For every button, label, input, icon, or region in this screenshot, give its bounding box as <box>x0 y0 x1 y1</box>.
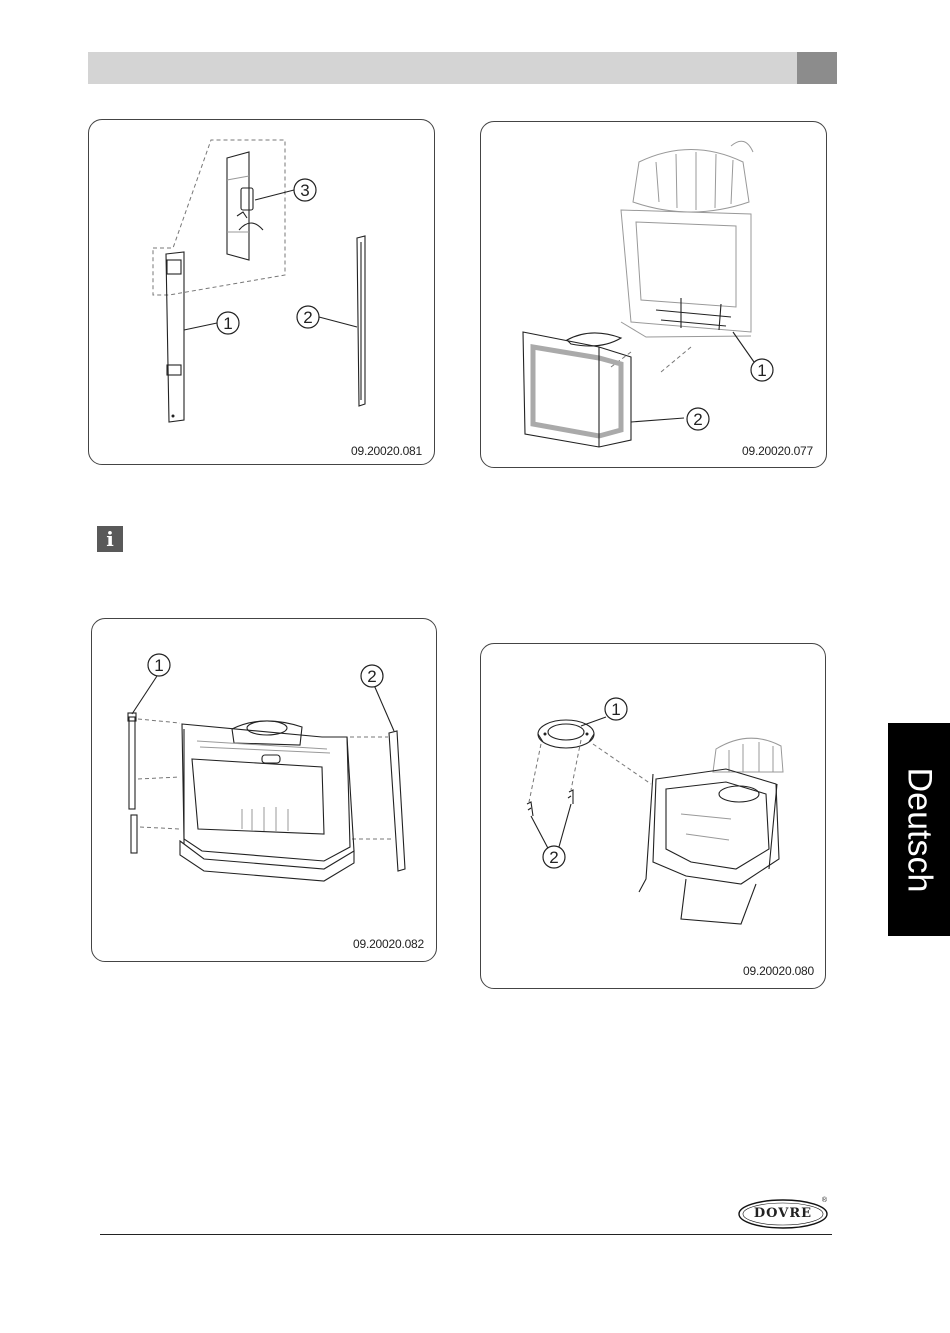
figure-4-callout-1: 1 <box>611 700 621 719</box>
figure-2-callout-1: 1 <box>757 361 767 380</box>
figure-code: 09.20020.081 <box>351 444 423 458</box>
figure-1-callout-1: 1 <box>223 314 233 333</box>
figure-3-callout-2: 2 <box>367 667 377 686</box>
figure-4-callout-2: 2 <box>549 848 559 867</box>
dovre-logo <box>737 1197 829 1231</box>
figure-1-callout-3: 3 <box>300 181 310 200</box>
figure-2-drawing <box>481 122 826 467</box>
figure-panel-4 <box>480 643 826 989</box>
language-tab-label: Deutsch <box>900 767 939 892</box>
figure-3-callout-1: 1 <box>154 656 164 675</box>
figure-code: 09.20020.082 <box>353 937 425 951</box>
figure-panel-1 <box>88 119 435 465</box>
footer-rule <box>100 1234 832 1235</box>
figure-code: 09.20020.077 <box>742 444 814 458</box>
language-tab <box>888 723 950 936</box>
figure-code: 09.20020.080 <box>743 964 815 978</box>
info-icon: i <box>97 526 123 552</box>
figure-2-callout-2: 2 <box>693 410 703 429</box>
registered-mark: ® <box>821 1197 827 1204</box>
header-bar <box>88 52 797 84</box>
figure-panel-3 <box>91 618 437 962</box>
figure-3-drawing <box>92 619 436 961</box>
figure-1-callout-2: 2 <box>303 308 313 327</box>
figure-panel-2 <box>480 121 827 468</box>
figure-1-drawing <box>89 120 434 464</box>
header-tab <box>797 52 837 84</box>
figure-4-drawing <box>481 644 825 988</box>
logo-text: DOVRE <box>753 1206 813 1221</box>
